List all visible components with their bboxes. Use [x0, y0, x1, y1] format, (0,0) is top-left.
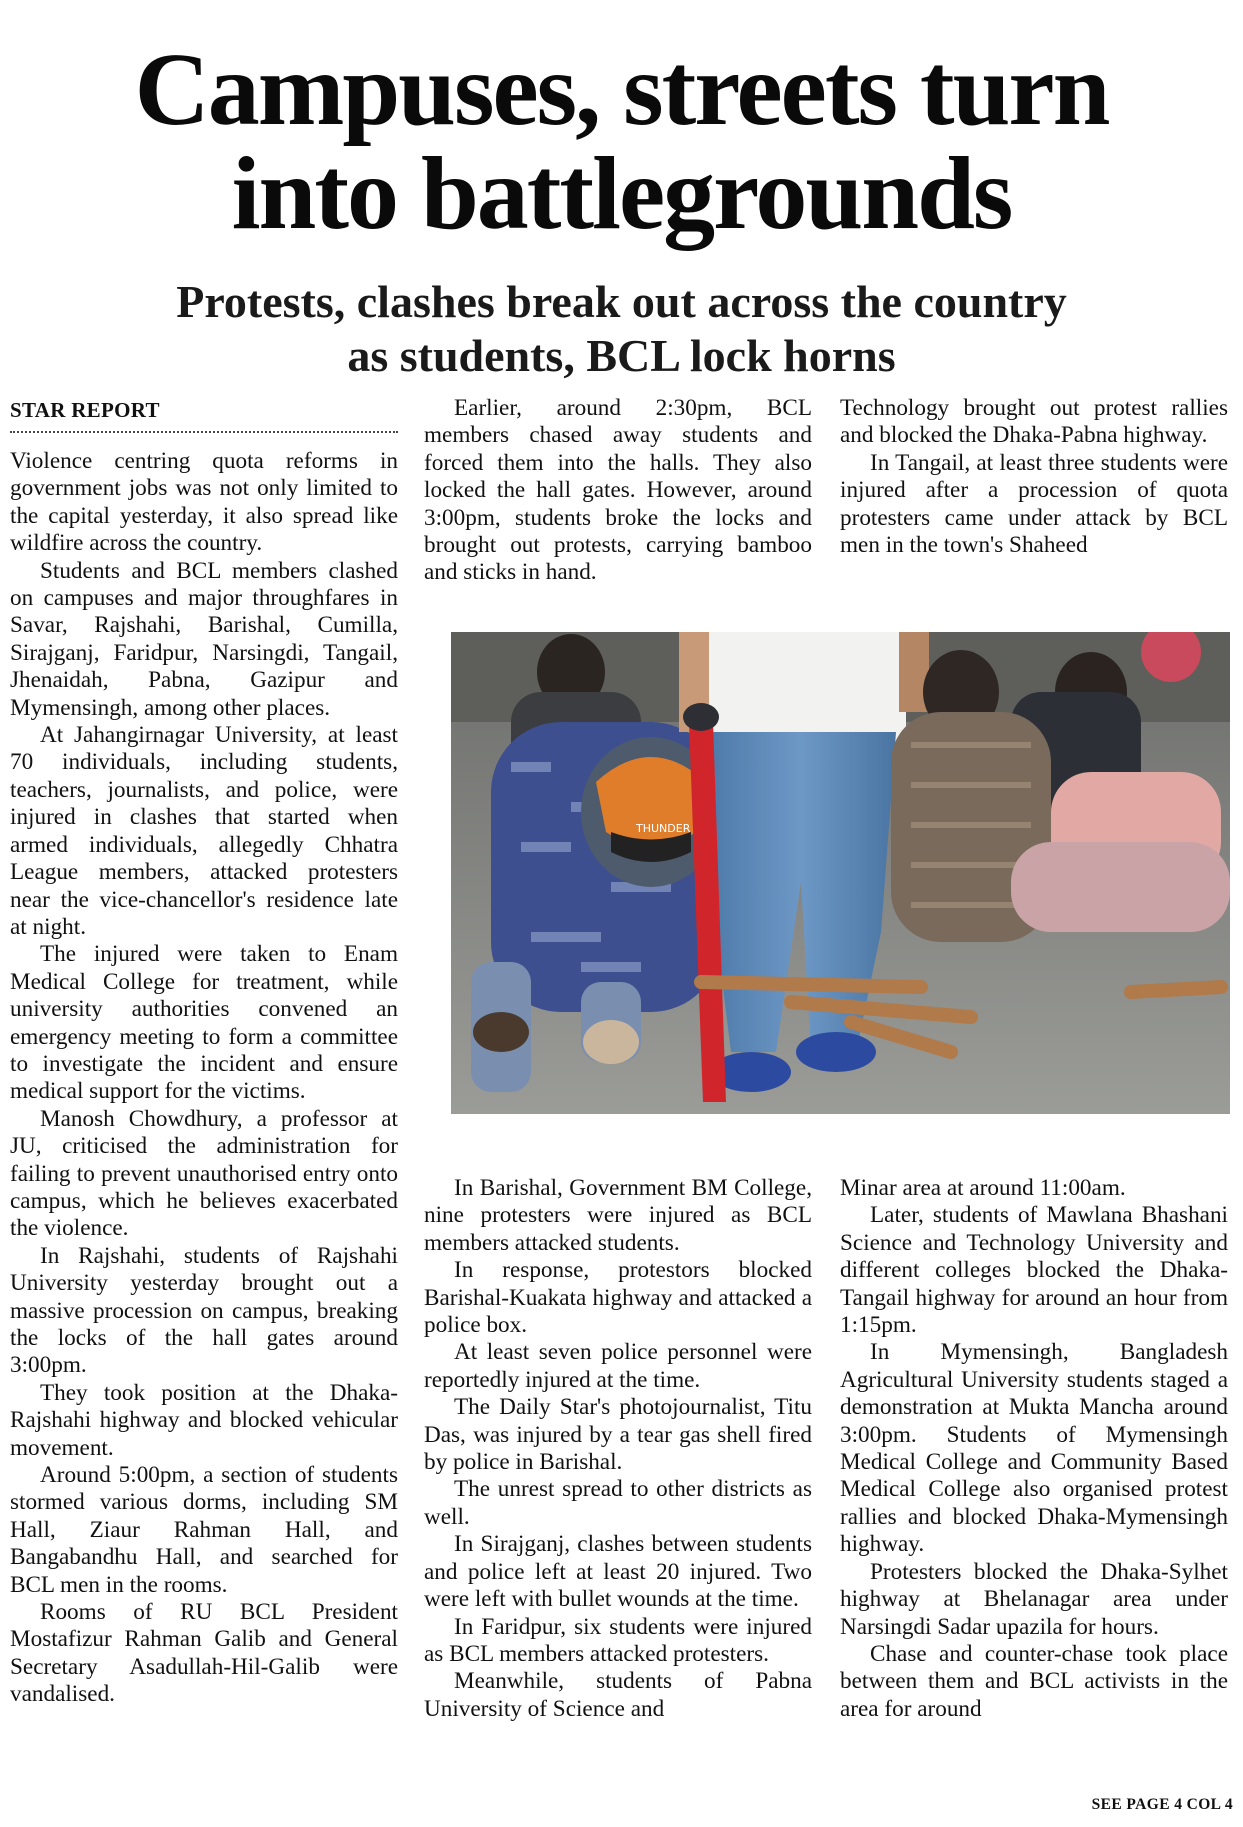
paragraph: They took position at the Dhaka-Rajshahi highway and blocked vehicular movement. [10, 1379, 398, 1461]
paragraph: Violence centring quota reforms in government jobs was not only limited to the capital yesterday, it also spread like wildfire across the country. [10, 448, 398, 557]
paragraph: In Barishal, Government BM College, nine protesters were injured as BCL members attacked students. [424, 1175, 812, 1256]
paragraph: Protesters blocked the Dhaka-Sylhet highway at Bhelanagar area under Narsingdi Sadar upazila for hours. [840, 1558, 1228, 1640]
paragraph: In response, protestors blocked Barishal-Kuakata highway and attacked a police box. [424, 1257, 812, 1339]
headline-line-1: Campuses, streets turn [134, 32, 1109, 147]
subheadline [0, 275, 1243, 383]
paragraph: In Tangail, at least three students were injured after a procession of quota protesters came under attack by BCL men in the town's Shaheed [840, 449, 1228, 559]
paragraph: Minar area at around 11:00am. [840, 1175, 1126, 1201]
paragraph: In Sirajganj, clashes between students and police left at least 20 injured. Two were left with bullet wounds at the time. [424, 1531, 812, 1613]
paragraph: Around 5:00pm, a section of students stormed various dorms, including SM Hall, Ziaur Rahman Hall, and Bangabandhu Hall, and searched for BCL men in the rooms. [10, 1462, 398, 1598]
headline [0, 32, 1243, 251]
paragraph: Later, students of Mawlana Bhashani Science and Technology University and different colleges blocked the Dhaka-Tangail highway for around an hour from 1:15pm. [840, 1202, 1228, 1339]
article-column-3-bottom [840, 1175, 1228, 1723]
article-column-2-bottom [424, 1175, 812, 1723]
paragraph: In Mymensingh, Bangladesh Agricultural University students staged a demonstration at Mukta Mancha around 3:00pm. Students of Mymensingh Medical College and Community Based Medical College also organised protest rallies and blocked Dhaka-Mymensingh highway. [840, 1339, 1228, 1558]
subhead-line-2: as students, BCL lock horns [347, 330, 896, 381]
article-column-1 [10, 448, 398, 1709]
paragraph: At Jahangirnagar University, at least 70 individuals, including students, teachers, journalists, and police, were injured in clashes that started when armed individuals, allegedly Chhatra League members, attacked protesters near the vice-chancellor's residence late at night. [10, 722, 398, 940]
continued-on-page[interactable]: SEE PAGE 4 COL 4 [1091, 1796, 1233, 1813]
article-column-3-top [840, 395, 1228, 559]
paragraph: The Daily Star's photojournalist, Titu Das, was injured by a tear gas shell fired by police in Barishal. [424, 1394, 812, 1476]
paragraph: Rooms of RU BCL President Mostafizur Rahman Galib and General Secretary Asadullah-Hil-Galib were vandalised. [10, 1599, 398, 1708]
subhead-line-1: Protests, clashes break out across the country [176, 276, 1067, 327]
paragraph: Manosh Chowdhury, a professor at JU, criticised the administration for failing to prevent unauthorised entry onto campus, which he believes exacerbated the violence. [10, 1105, 398, 1242]
paragraph: In Rajshahi, students of Rajshahi University yesterday brought out a massive procession on campus, breaking the locks of the hall gates around 3:00pm. [10, 1242, 398, 1379]
byline: STAR REPORT [10, 398, 398, 433]
paragraph: The unrest spread to other districts as well. [424, 1476, 812, 1530]
paragraph: In Faridpur, six students were injured as BCL members attacked protesters. [424, 1613, 812, 1667]
paragraph: Students and BCL members clashed on campuses and major throughfares in Savar, Rajshahi, Barishal, Cumilla, Sirajganj, Faridpur, Narsingdi, Tangail, Jhenaidah, Pabna, Gazipur and Mymensingh, among other places. [10, 557, 398, 721]
paragraph: Technology brought out protest rallies and blocked the Dhaka-Pabna highway. [840, 395, 1228, 449]
paragraph: At least seven police personnel were reportedly injured at the time. [424, 1339, 812, 1393]
news-photo [451, 632, 1230, 1114]
paragraph: The injured were taken to Enam Medical College for treatment, while university authorities convened an emergency meeting to form a committee to investigate the incident and ensure medical support for the victims. [10, 941, 398, 1105]
protest-photo-illustration [451, 632, 1230, 1114]
headline-line-2: into battlegrounds [231, 136, 1012, 251]
article-column-2-top [424, 395, 812, 587]
paragraph: Chase and counter-chase took place between them and BCL activists in the area for around [840, 1640, 1228, 1722]
helmet-label: THUNDER [636, 822, 691, 835]
paragraph: Earlier, around 2:30pm, BCL members chased away students and forced them into the halls. They also locked the hall gates. However, around 3:00pm, students broke the locks and brought out protests, carrying bamboo and sticks in hand. [424, 395, 812, 586]
paragraph: Meanwhile, students of Pabna University of Science and [424, 1668, 812, 1722]
